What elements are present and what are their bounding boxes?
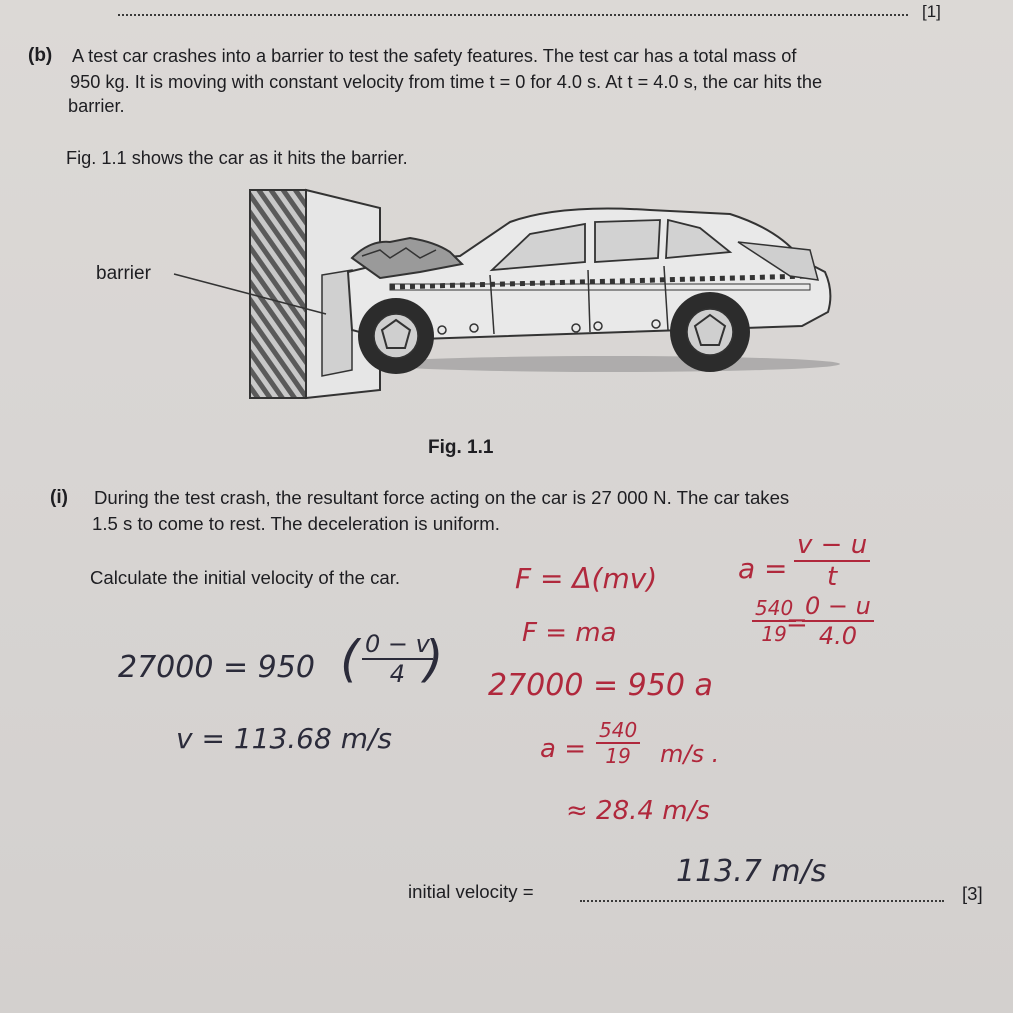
front-wheel <box>358 298 434 374</box>
part-b-line-1: A test car crashes into a barrier to test the safety features. The test car has a total mass of <box>72 46 797 66</box>
answer-label: initial velocity = <box>408 881 534 902</box>
hw-a-formula: $\frac{v - u}{t}$ <box>794 530 870 592</box>
hw-a-value: $\frac{540}{19}$ <box>596 718 640 768</box>
hw-black-fraction: $\frac{0 - v}{4}$ <box>362 630 433 688</box>
figure-intro: Fig. 1.1 shows the car as it hits the barrier. <box>66 148 408 168</box>
hw-frac-eq: = <box>786 608 808 638</box>
hw-black-v: v = 113.68 m/s <box>176 722 393 755</box>
part-i-line-1: During the test crash, the resultant force acting on the car is 27 000 N. The car takes <box>94 487 790 508</box>
crash-figure <box>90 180 850 420</box>
hw-black-open-paren: ( <box>340 630 360 688</box>
marks-label: [3] <box>962 883 983 904</box>
previous-marks: [1] <box>922 2 941 21</box>
hw-a-lhs-2: a = <box>540 734 586 764</box>
figure-caption: Fig. 1.1 <box>428 437 494 458</box>
part-i-label: (i) <box>50 487 68 508</box>
answer-line[interactable] <box>580 900 944 902</box>
hw-f-delta-mv: F = Δ(mv) <box>515 562 658 595</box>
part-b-label: (b) <box>28 45 53 66</box>
hw-black-close-paren: ) <box>424 630 444 688</box>
hw-f-ma: F = ma <box>522 618 617 648</box>
barrier-label: barrier <box>96 263 151 284</box>
previous-answer-line <box>118 14 908 16</box>
rear-wheel <box>670 292 750 372</box>
barrier-wall <box>250 190 306 398</box>
hw-frac-left: $\frac{540}{19}$ <box>752 596 796 646</box>
hw-eq-27000: 27000 = 950 a <box>488 668 713 703</box>
hw-approx: ≈ 28.4 m/s <box>566 796 710 826</box>
hw-a-lhs: a = <box>738 552 788 585</box>
part-i-line-2: 1.5 s to come to rest. The deceleration is uniform. <box>92 513 500 534</box>
part-b-line-2: 950 kg. It is moving with constant velocity from time t = 0 for 4.0 s. At t = 4.0 s, the car hits the <box>70 72 823 92</box>
answer-value: 113.7 m/s <box>676 854 827 889</box>
hw-black-lhs: 27000 = 950 <box>118 650 315 685</box>
part-b-line-3: barrier. <box>68 96 125 116</box>
hw-frac-right: $\frac{0 - u}{4.0}$ <box>802 592 874 650</box>
hw-a-unit: m/s . <box>660 740 720 768</box>
question-text: Calculate the initial velocity of the car. <box>90 567 401 588</box>
